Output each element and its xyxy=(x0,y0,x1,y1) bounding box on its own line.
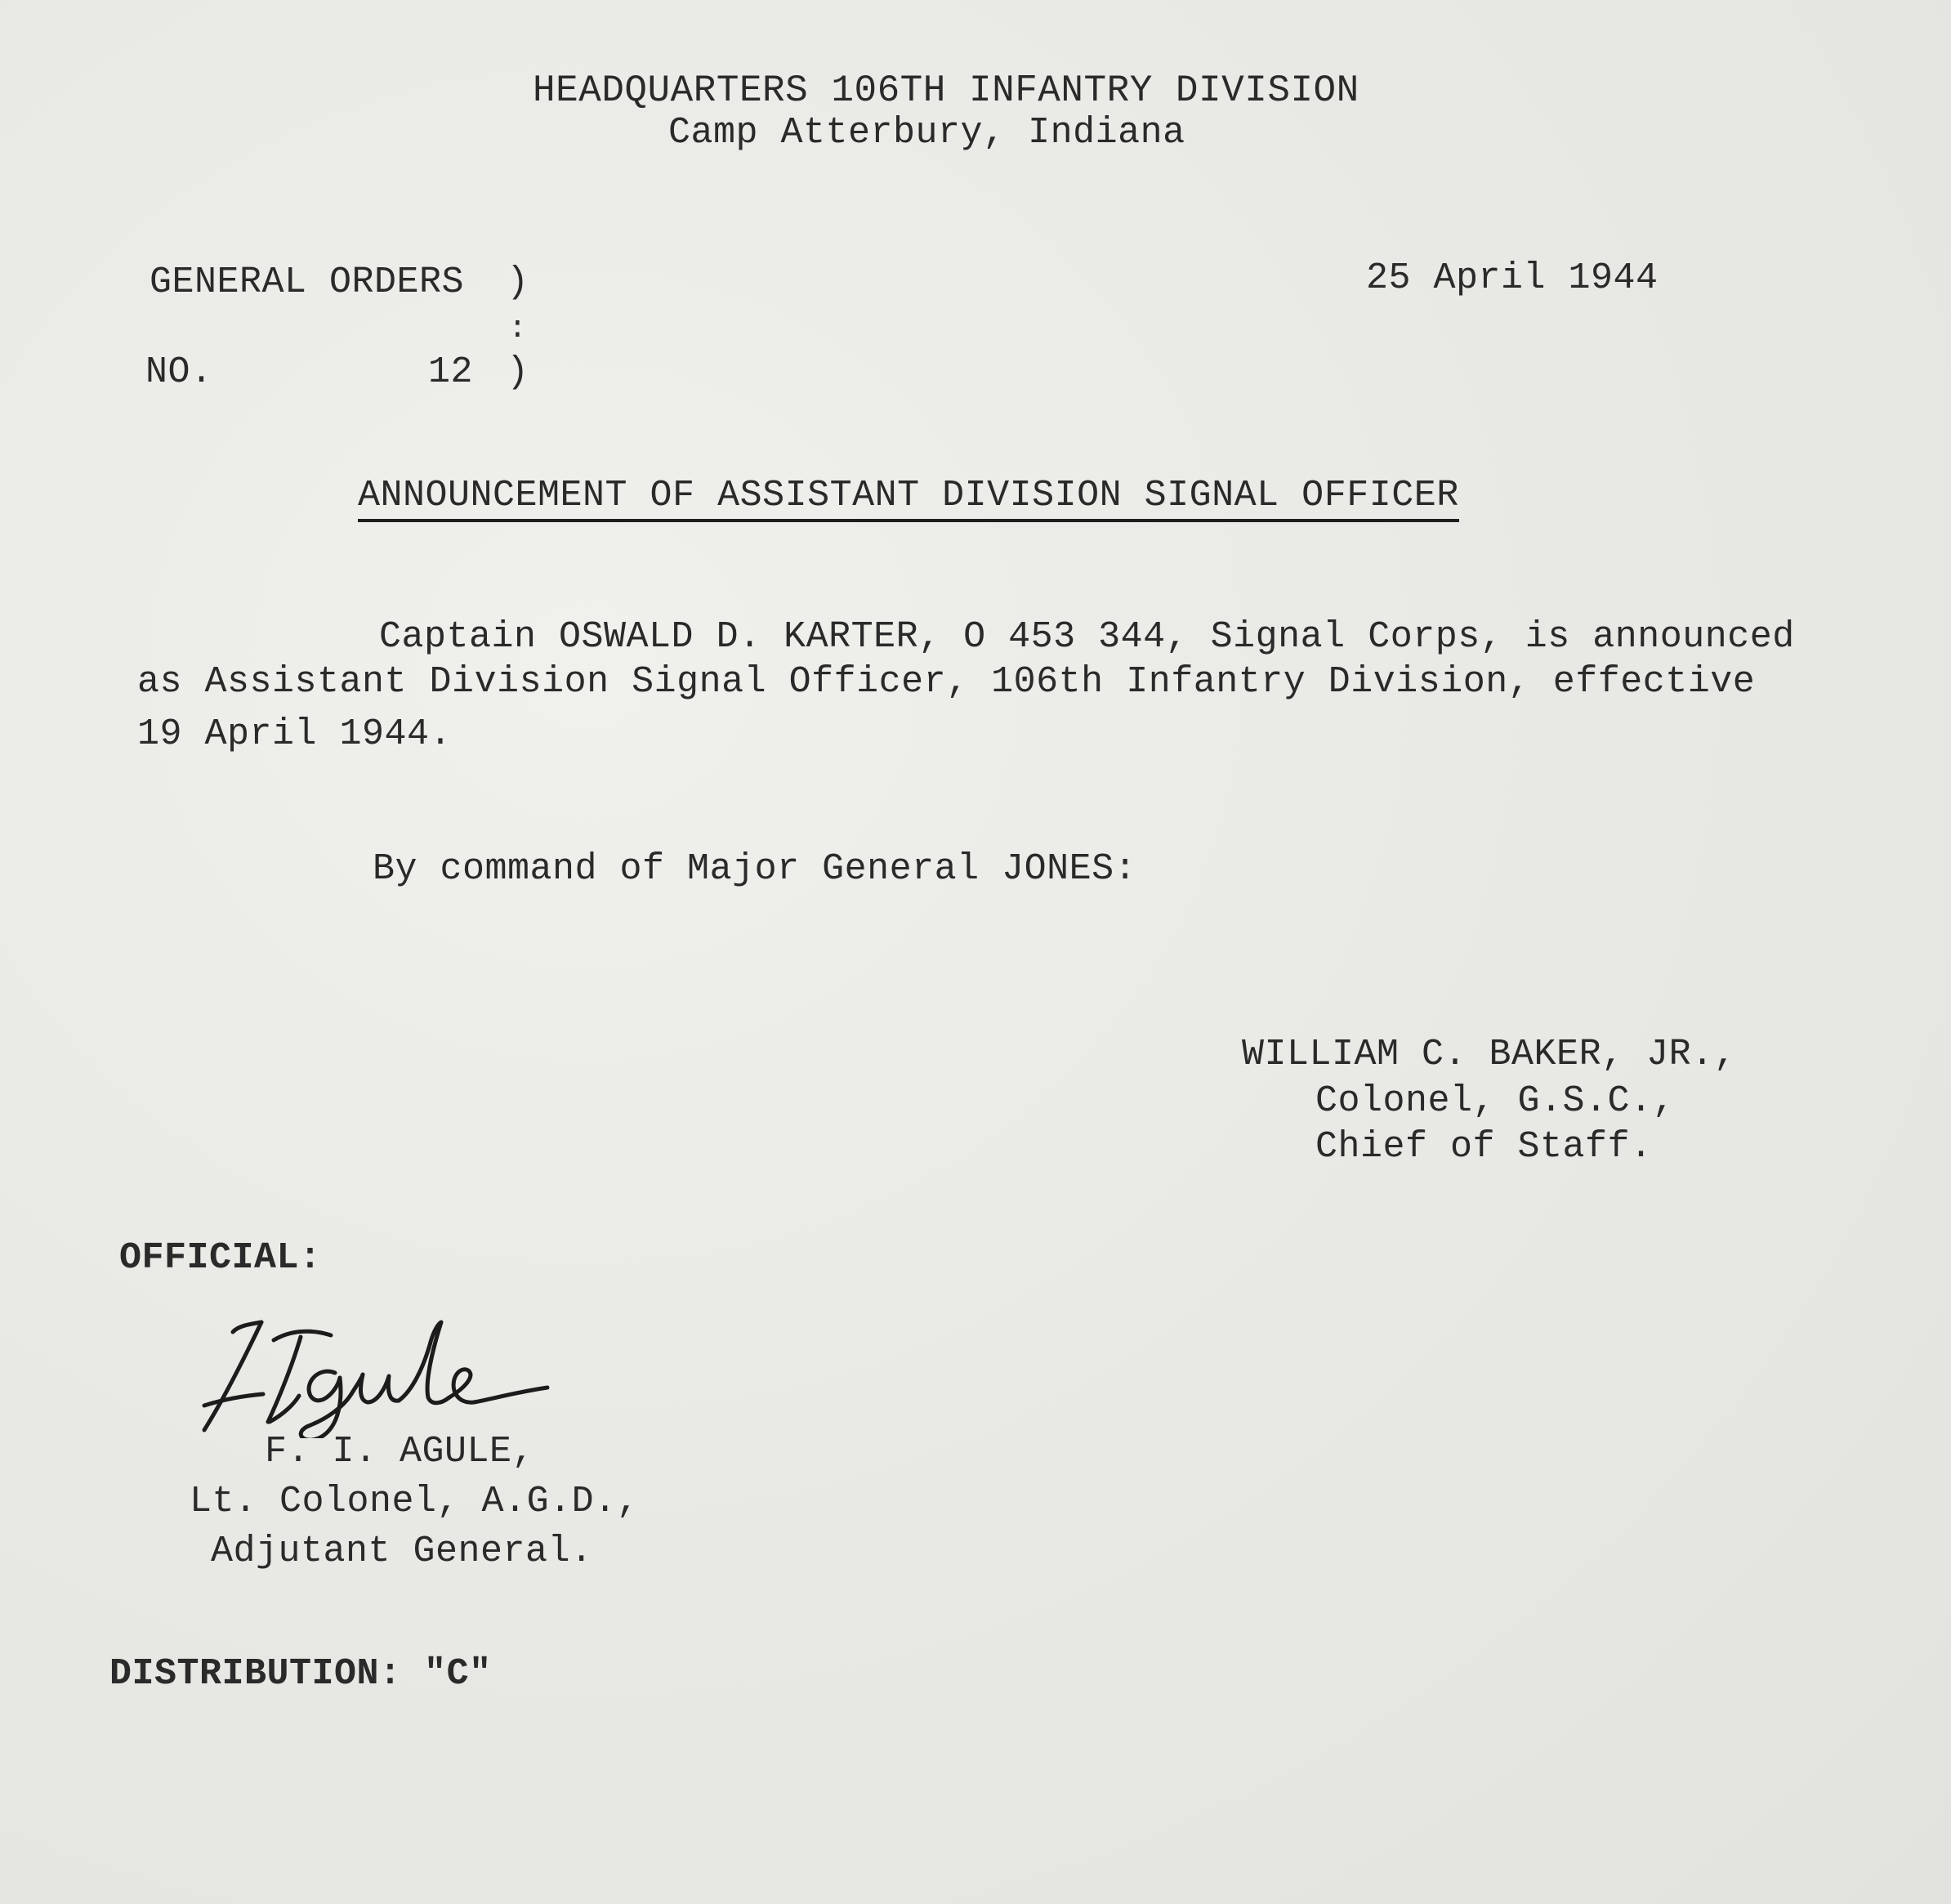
adjutant-rank: Lt. Colonel, A.G.D., xyxy=(190,1481,640,1522)
orders-bracket-bottom: ) xyxy=(507,351,529,393)
orders-bracket-top: ) xyxy=(507,261,529,303)
body-line: Captain OSWALD D. KARTER, O 453 344, Signal Corps, is announced xyxy=(379,616,1795,658)
general-orders-label: GENERAL ORDERS xyxy=(150,261,465,303)
chief-of-staff-name: WILLIAM C. BAKER, JR., xyxy=(1242,1034,1737,1075)
order-number-value: 12 xyxy=(428,351,474,393)
order-number-label: NO. xyxy=(145,351,213,393)
headquarters-heading: HEADQUARTERS 106TH INFANTRY DIVISION xyxy=(533,69,1359,112)
adjutant-position: Adjutant General. xyxy=(211,1531,593,1572)
order-date: 25 April 1944 xyxy=(1366,257,1659,299)
chief-of-staff-rank: Colonel, G.S.C., xyxy=(1315,1080,1676,1122)
official-label: OFFICIAL: xyxy=(119,1237,322,1279)
body-line: 19 April 1944. xyxy=(137,713,453,755)
adjutant-name: F. I. AGULE, xyxy=(265,1431,535,1473)
command-line: By command of Major General JONES: xyxy=(373,848,1137,890)
chief-of-staff-position: Chief of Staff. xyxy=(1315,1126,1653,1168)
body-line: as Assistant Division Signal Officer, 106th Infantry Division, effective xyxy=(137,661,1756,703)
orders-bracket-separator: : xyxy=(508,311,528,346)
announcement-title: ANNOUNCEMENT OF ASSISTANT DIVISION SIGNAL OFFICER xyxy=(358,477,1459,522)
distribution-line: DISTRIBUTION: "C" xyxy=(109,1653,492,1695)
handwritten-signature xyxy=(188,1307,645,1438)
location-subheading: Camp Atterbury, Indiana xyxy=(668,112,1185,154)
